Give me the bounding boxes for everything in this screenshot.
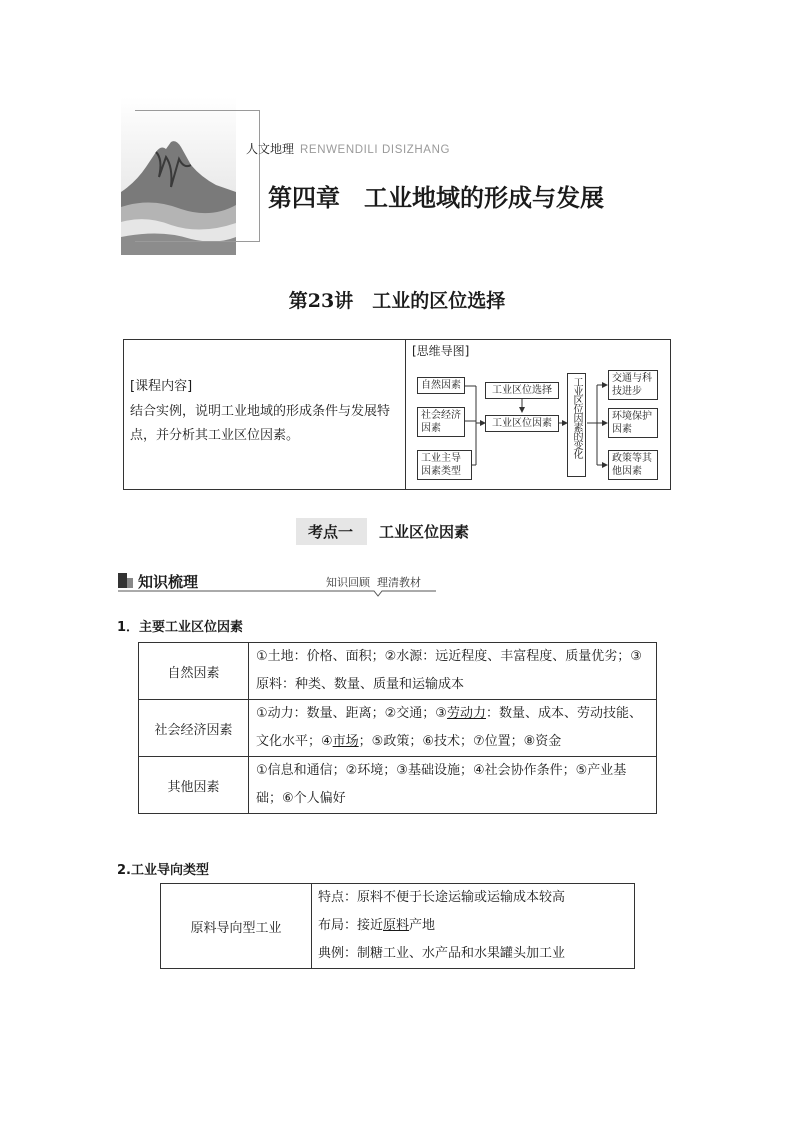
example-line: 典例：制糖工业、水产品和水果罐头加工业: [318, 946, 566, 961]
lecture-title: 第23讲 工业的区位选择: [288, 290, 506, 312]
section-name: 工业区位因素: [379, 523, 470, 541]
square-icon: [118, 573, 133, 588]
course-heading: [课程内容]: [130, 379, 193, 394]
table-category: 原料导向型工业: [161, 884, 312, 969]
table-category: 社会经济因素: [139, 700, 249, 757]
mind-map-connectors: [124, 340, 672, 491]
mind-map-node-factor-changes: 工业区位因素的变化: [567, 373, 586, 477]
table-row: [139, 700, 657, 757]
mind-map-node-environment: 环境保护因素: [608, 408, 658, 438]
layout-line: [318, 912, 628, 940]
series-label: [246, 140, 450, 157]
text-segment: ：数量、成本、劳动技能、文化水平；④: [256, 706, 642, 749]
series-label-cn: 人文地理: [246, 142, 295, 156]
table-content: [312, 884, 635, 969]
text-segment: 产地: [409, 918, 436, 933]
location-factors-table: [138, 642, 657, 814]
underlined-term: 市场: [332, 734, 359, 749]
section1-title: 1．主要工业区位因素: [117, 620, 244, 635]
text-segment: ；⑤政策；⑥技术；⑦位置；⑧资金: [358, 734, 562, 749]
mind-map-node-natural: 自然因素: [417, 377, 465, 394]
knowledge-underline: [118, 590, 438, 600]
feature-line: 特点：原料不便于长途运输或运输成本较高: [318, 890, 566, 905]
mind-map-node-transport-tech: 交通与科技进步: [608, 370, 658, 400]
industry-orientation-table: [160, 883, 635, 969]
table-row: [139, 643, 657, 700]
knowledge-subtitle: 知识回顾 理清教材: [326, 576, 421, 589]
course-box: [123, 339, 671, 490]
chapter-title: 第四章 工业地域的形成与发展: [268, 184, 604, 212]
section2-title: 2.工业导向类型: [117, 863, 209, 878]
section-heading: [296, 518, 469, 545]
banner-frame: [135, 110, 260, 242]
table-content: ①信息和通信；②环境；③基础设施；④社会协作条件；⑤产业基础；⑥个人偏好: [249, 757, 657, 814]
mind-map-node-location-factors: 工业区位因素: [485, 415, 559, 432]
mind-map-node-policy-other: 政策等其他因素: [608, 450, 658, 480]
table-category: 其他因素: [139, 757, 249, 814]
table-content: ①土地：价格、面积；②水源：远近程度、丰富程度、质量优劣；③原料：种类、数量、质量和运输成本: [249, 643, 657, 700]
table-content: [249, 700, 657, 757]
series-label-en: RENWENDILI DISIZHANG: [300, 144, 451, 156]
knowledge-header: [118, 571, 438, 601]
mind-map-node-location-choice: 工业区位选择: [485, 382, 559, 399]
text-segment: ①动力：数量、距离；②交通；③: [256, 706, 447, 721]
mind-map-node-dominant-type: 工业主导因素类型: [417, 450, 472, 480]
underlined-term: 劳动力: [446, 706, 486, 721]
knowledge-title: 知识梳理: [138, 573, 199, 591]
table-row: [161, 884, 635, 969]
course-text: 结合实例，说明工业地域的形成条件与发展特点，并分析其工业区位因素。: [130, 404, 391, 443]
underlined-term: 原料: [383, 918, 410, 933]
mind-map-node-socioeconomic: 社会经济因素: [417, 407, 465, 437]
section-tag: 考点一: [296, 518, 367, 545]
table-row: [139, 757, 657, 814]
mind-map-heading: [思维导图]: [412, 344, 470, 358]
text-segment: 布局：接近: [318, 918, 384, 933]
table-category: 自然因素: [139, 643, 249, 700]
